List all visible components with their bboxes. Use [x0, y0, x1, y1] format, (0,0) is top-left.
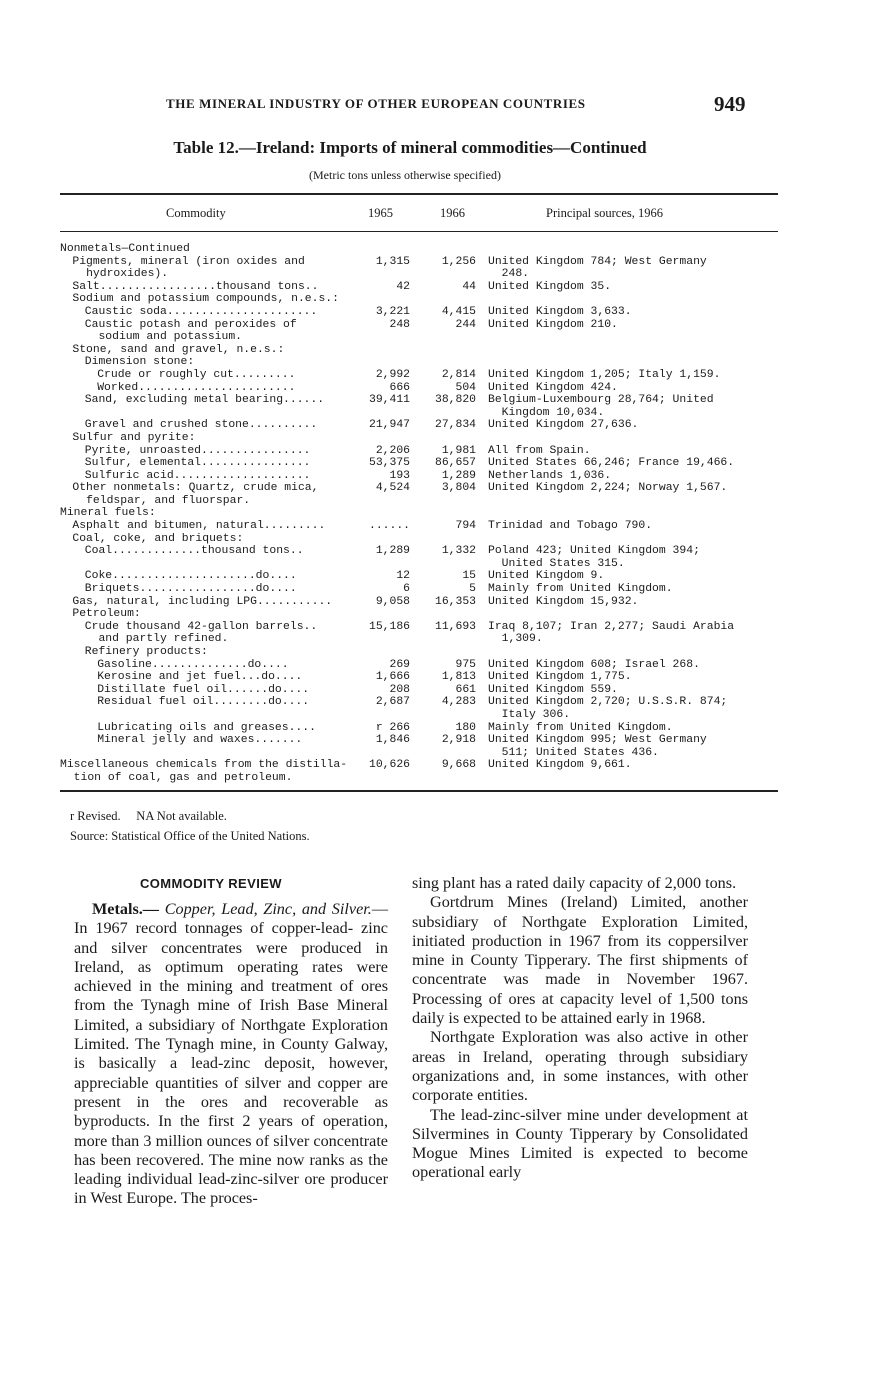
value-1965-cell: 208	[389, 683, 410, 696]
commodity-cell: Nonmetals—Continued	[60, 243, 190, 255]
sources-cell: United Kingdom 1,775.	[488, 671, 632, 684]
value-1966-cell: 16,353	[434, 595, 476, 608]
value-1966-cell: 9,668	[441, 759, 476, 772]
table-row	[60, 570, 780, 583]
paragraph-text: —In 1967 record tonnages of copper-lead- zinc and silver concentrates were produced in Ireland, as optimum operating rates were achieved in the mining and treatment of ores from the Tynagh mine of Irish Base Mineral Limited, a subsidiary of Northgate Exploration Limited. The Tynagh mine, in County Galway, is basically a lead-zinc deposit, however, appreciable quantities of silver and copper are present in the ores and recoverable as byproducts. In the first 2 years of operation, more than 3 million ounces of silver concentrate has been recovered. The mine now ranks as the leading individual lead-zinc-silver ore producer in West Europe. The proces-	[74, 900, 389, 1208]
commodity-cell: Sulfur and pyrite:	[72, 431, 196, 444]
value-1966-cell: 1,332	[441, 545, 476, 558]
commodity-cell: Sulfur, elemental................	[84, 457, 311, 470]
value-1965-cell: 193	[389, 469, 410, 482]
value-1965-cell: 4,524	[375, 482, 410, 495]
table-row	[60, 344, 780, 357]
value-1966-cell: 27,834	[434, 419, 476, 432]
table-row	[60, 621, 780, 646]
value-1965-cell: 15,186	[368, 620, 410, 633]
table-row	[60, 432, 780, 445]
table-row	[60, 457, 780, 470]
value-1965-cell: 10,626	[368, 759, 410, 772]
commodity-cell: Petroleum:	[72, 608, 141, 621]
sources-cell: United Kingdom 210.	[488, 318, 618, 331]
table-row	[60, 419, 780, 432]
table-row	[60, 759, 780, 784]
value-1966-cell: 2,814	[441, 368, 476, 381]
table-row	[60, 684, 780, 697]
commodity-cell: Pigments, mineral (iron oxides and hydroxides).	[72, 255, 305, 281]
commodity-cell: Lubricating oils and greases....	[97, 721, 316, 734]
commodity-cell: Caustic soda......................	[84, 305, 318, 318]
paragraph-silvermines: The lead-zinc-silver mine under development at Silvermines in County Tipperary by Consolidated Mogue Mines Limited is expected to become operational early	[412, 1105, 748, 1182]
table-row	[60, 533, 780, 546]
value-1966-cell: 11,693	[434, 620, 476, 633]
commodity-cell: Gasoline..............do....	[97, 658, 289, 671]
value-1966-cell: 1,256	[441, 255, 476, 268]
table-title: Table 12.—Ireland: Imports of mineral commodities—Continued	[173, 138, 647, 157]
commodity-cell: Refinery products:	[84, 646, 208, 658]
table-row	[60, 470, 780, 483]
commodity-cell: Gravel and crushed stone..........	[84, 419, 318, 432]
table-row	[60, 545, 780, 570]
sources-cell: Trinidad and Tobago 790.	[488, 520, 653, 533]
commodity-cell: Residual fuel oil........do....	[97, 696, 310, 709]
table-row	[60, 696, 780, 721]
sources-cell: United Kingdom 9,661.	[488, 759, 632, 772]
table-bottom-rule	[60, 790, 778, 792]
table-row	[60, 356, 780, 369]
value-1966-cell: 794	[455, 520, 476, 533]
table-footnotes	[70, 806, 310, 846]
value-1966-cell: 38,820	[434, 394, 476, 407]
paragraph-northgate: Northgate Exploration was also active in other areas in Ireland, operating through subsidiary organizations and, in some instances, with other corporate entities.	[412, 1028, 748, 1105]
value-1965-cell: 12	[396, 570, 410, 583]
footnote-source: Source: Statistical Office of the United Nations.	[70, 829, 310, 843]
value-1965-cell: 2,206	[375, 444, 410, 457]
commodity-cell: Dimension stone:	[84, 356, 195, 369]
header-commodity: Commodity	[166, 206, 226, 220]
table-row	[60, 659, 780, 672]
sources-cell: Mainly from United Kingdom.	[488, 721, 673, 734]
paragraph-continuation: sing plant has a rated daily capacity of 2,000 tons.	[412, 874, 737, 892]
value-1965-cell: ......	[368, 520, 410, 533]
table-row	[60, 394, 780, 419]
table-row	[60, 646, 780, 659]
sources-cell: Netherlands 1,036.	[488, 469, 612, 482]
sources-cell: United Kingdom 995; West Germany 511; United States 436.	[488, 734, 707, 759]
commodity-cell: Crude thousand 42-gallon barrels.. and partly refined.	[84, 620, 318, 646]
table-row	[60, 382, 780, 395]
commodity-cell: Coal.............thousand tons..	[84, 545, 304, 558]
table-row	[60, 722, 780, 735]
value-1965-cell: 1,666	[375, 671, 410, 684]
sources-cell: United Kingdom 35.	[488, 280, 612, 293]
commodity-cell: Caustic potash and peroxides of sodium and potassium.	[84, 318, 297, 344]
commodity-cell: Sand, excluding metal bearing......	[84, 394, 325, 407]
value-1966-cell: 1,289	[441, 469, 476, 482]
table-subtitle: (Metric tons unless otherwise specified)	[309, 168, 501, 182]
table-row	[60, 256, 780, 281]
commodity-cell: Gas, natural, including LPG...........	[72, 595, 333, 608]
value-1965-cell: 269	[389, 658, 410, 671]
value-1965-cell: 248	[389, 318, 410, 331]
header-1966: 1966	[440, 206, 465, 220]
header-bottom-rule	[60, 231, 778, 232]
metals-paragraph	[74, 900, 388, 1209]
run-in-subject: Copper, Lead, Zinc, and Silver.	[164, 900, 372, 918]
value-1965-cell: 42	[396, 280, 410, 293]
table-row	[60, 520, 780, 533]
sources-cell: United Kingdom 608; Israel 268.	[488, 658, 700, 671]
value-1966-cell: 3,804	[441, 482, 476, 495]
sources-cell: United Kingdom 1,205; Italy 1,159.	[488, 368, 721, 381]
section-heading: COMMODITY REVIEW	[140, 876, 282, 891]
commodity-cell: Coal, coke, and briquets:	[72, 532, 244, 545]
sources-cell: United Kingdom 2,224; Norway 1,567.	[488, 482, 728, 495]
commodity-cell: Mineral fuels:	[60, 507, 156, 520]
commodity-cell: Stone, sand and gravel, n.e.s.:	[72, 343, 285, 356]
table-row	[60, 596, 780, 609]
value-1966-cell: 661	[455, 683, 476, 696]
value-1965-cell: 2,992	[375, 368, 410, 381]
value-1965-cell: 6	[403, 583, 410, 596]
commodity-cell: Coke.....................do....	[84, 570, 297, 583]
table-row	[60, 734, 780, 759]
value-1966-cell: 44	[462, 280, 476, 293]
value-1966-cell: 4,283	[441, 696, 476, 709]
commodity-cell: Pyrite, unroasted................	[84, 444, 311, 457]
sources-cell: United States 66,246; France 19,466.	[488, 457, 735, 470]
value-1965-cell: 53,375	[368, 457, 410, 470]
table-row	[60, 306, 780, 319]
value-1966-cell: 975	[455, 658, 476, 671]
sources-cell: United Kingdom 2,720; U.S.S.R. 874; Italy 306.	[488, 696, 728, 721]
article-left-column	[74, 900, 388, 1209]
header-sources: Principal sources, 1966	[546, 206, 663, 220]
value-1965-cell: 666	[389, 381, 410, 394]
footnote-revised: r Revised. NA Not available.	[70, 809, 227, 823]
commodity-cell: Miscellaneous chemicals from the distilla- tion of coal, gas and petroleum.	[60, 759, 348, 784]
sources-cell: United Kingdom 3,633.	[488, 305, 632, 318]
table-top-rule	[60, 193, 778, 195]
table-row	[60, 293, 780, 306]
value-1965-cell: 9,058	[375, 595, 410, 608]
sources-cell: Iraq 8,107; Iran 2,277; Saudi Arabia 1,309.	[488, 620, 735, 646]
paragraph-gortdrum: Gortdrum Mines (Ireland) Limited, another subsidiary of Northgate Exploration Limited, initiated production in 1967 from its coppersilver mine in County Tipperary. The first shipments of concentrate was made in November 1967. Processing of ores at capacity level of 1,500 tons daily is expected to be attained early in 1968.	[412, 893, 748, 1028]
commodity-cell: Worked.......................	[97, 381, 296, 394]
table-row	[60, 507, 780, 520]
value-1965-cell: 1,846	[375, 734, 410, 747]
commodity-cell: Crude or roughly cut.........	[97, 368, 296, 381]
article-right-column	[412, 874, 748, 1183]
table-row	[60, 583, 780, 596]
value-1966-cell: 2,918	[441, 734, 476, 747]
commodity-cell: Sodium and potassium compounds, n.e.s.:	[72, 293, 339, 306]
page-number: 949	[714, 92, 746, 116]
table-row	[60, 671, 780, 684]
value-1965-cell: 39,411	[368, 394, 410, 407]
table-row	[60, 482, 780, 507]
table-row	[60, 608, 780, 621]
commodity-cell: Briquets.................do....	[84, 583, 297, 596]
value-1965-cell: 2,687	[375, 696, 410, 709]
value-1966-cell: 15	[462, 570, 476, 583]
table-row	[60, 243, 780, 256]
sources-cell: United Kingdom 15,932.	[488, 595, 639, 608]
running-head: THE MINERAL INDUSTRY OF OTHER EUROPEAN COUNTRIES	[166, 96, 586, 111]
sources-cell: United Kingdom 9.	[488, 570, 605, 583]
value-1966-cell: 244	[455, 318, 476, 331]
sources-cell: Mainly from United Kingdom.	[488, 583, 673, 596]
value-1965-cell: 3,221	[375, 305, 410, 318]
value-1966-cell: 1,981	[441, 444, 476, 457]
imports-table-body	[60, 243, 780, 785]
commodity-cell: Asphalt and bitumen, natural.........	[72, 520, 326, 533]
commodity-cell: Kerosine and jet fuel...do....	[97, 671, 303, 684]
table-row	[60, 281, 780, 294]
commodity-cell: Distillate fuel oil......do....	[97, 683, 310, 696]
commodity-cell: Other nonmetals: Quartz, crude mica, feldspar, and fluorspar.	[72, 482, 319, 507]
value-1966-cell: 86,657	[434, 457, 476, 470]
table-row	[60, 445, 780, 458]
run-in-heading: Metals.—	[92, 900, 159, 918]
commodity-cell: Salt.................thousand tons..	[72, 280, 319, 293]
sources-cell: United Kingdom 559.	[488, 683, 618, 696]
sources-cell: United Kingdom 27,636.	[488, 419, 639, 432]
value-1966-cell: 1,813	[441, 671, 476, 684]
value-1966-cell: 504	[455, 381, 476, 394]
value-1965-cell: r 266	[375, 721, 410, 734]
commodity-cell: Mineral jelly and waxes.......	[97, 734, 303, 747]
value-1965-cell: 21,947	[368, 419, 410, 432]
table-row	[60, 369, 780, 382]
value-1965-cell: 1,289	[375, 545, 410, 558]
value-1966-cell: 180	[455, 721, 476, 734]
header-1965: 1965	[368, 206, 393, 220]
value-1966-cell: 5	[469, 583, 476, 596]
sources-cell: United Kingdom 784; West Germany 248.	[488, 255, 707, 281]
table-row	[60, 319, 780, 344]
sources-cell: All from Spain.	[488, 444, 591, 457]
value-1966-cell: 4,415	[441, 305, 476, 318]
sources-cell: Belgium-Luxembourg 28,764; United Kingdom 10,034.	[488, 394, 714, 419]
value-1965-cell: 1,315	[375, 255, 410, 268]
commodity-cell: Sulfuric acid....................	[84, 469, 311, 482]
sources-cell: Poland 423; United Kingdom 394; United States 315.	[488, 545, 700, 570]
sources-cell: United Kingdom 424.	[488, 381, 618, 394]
